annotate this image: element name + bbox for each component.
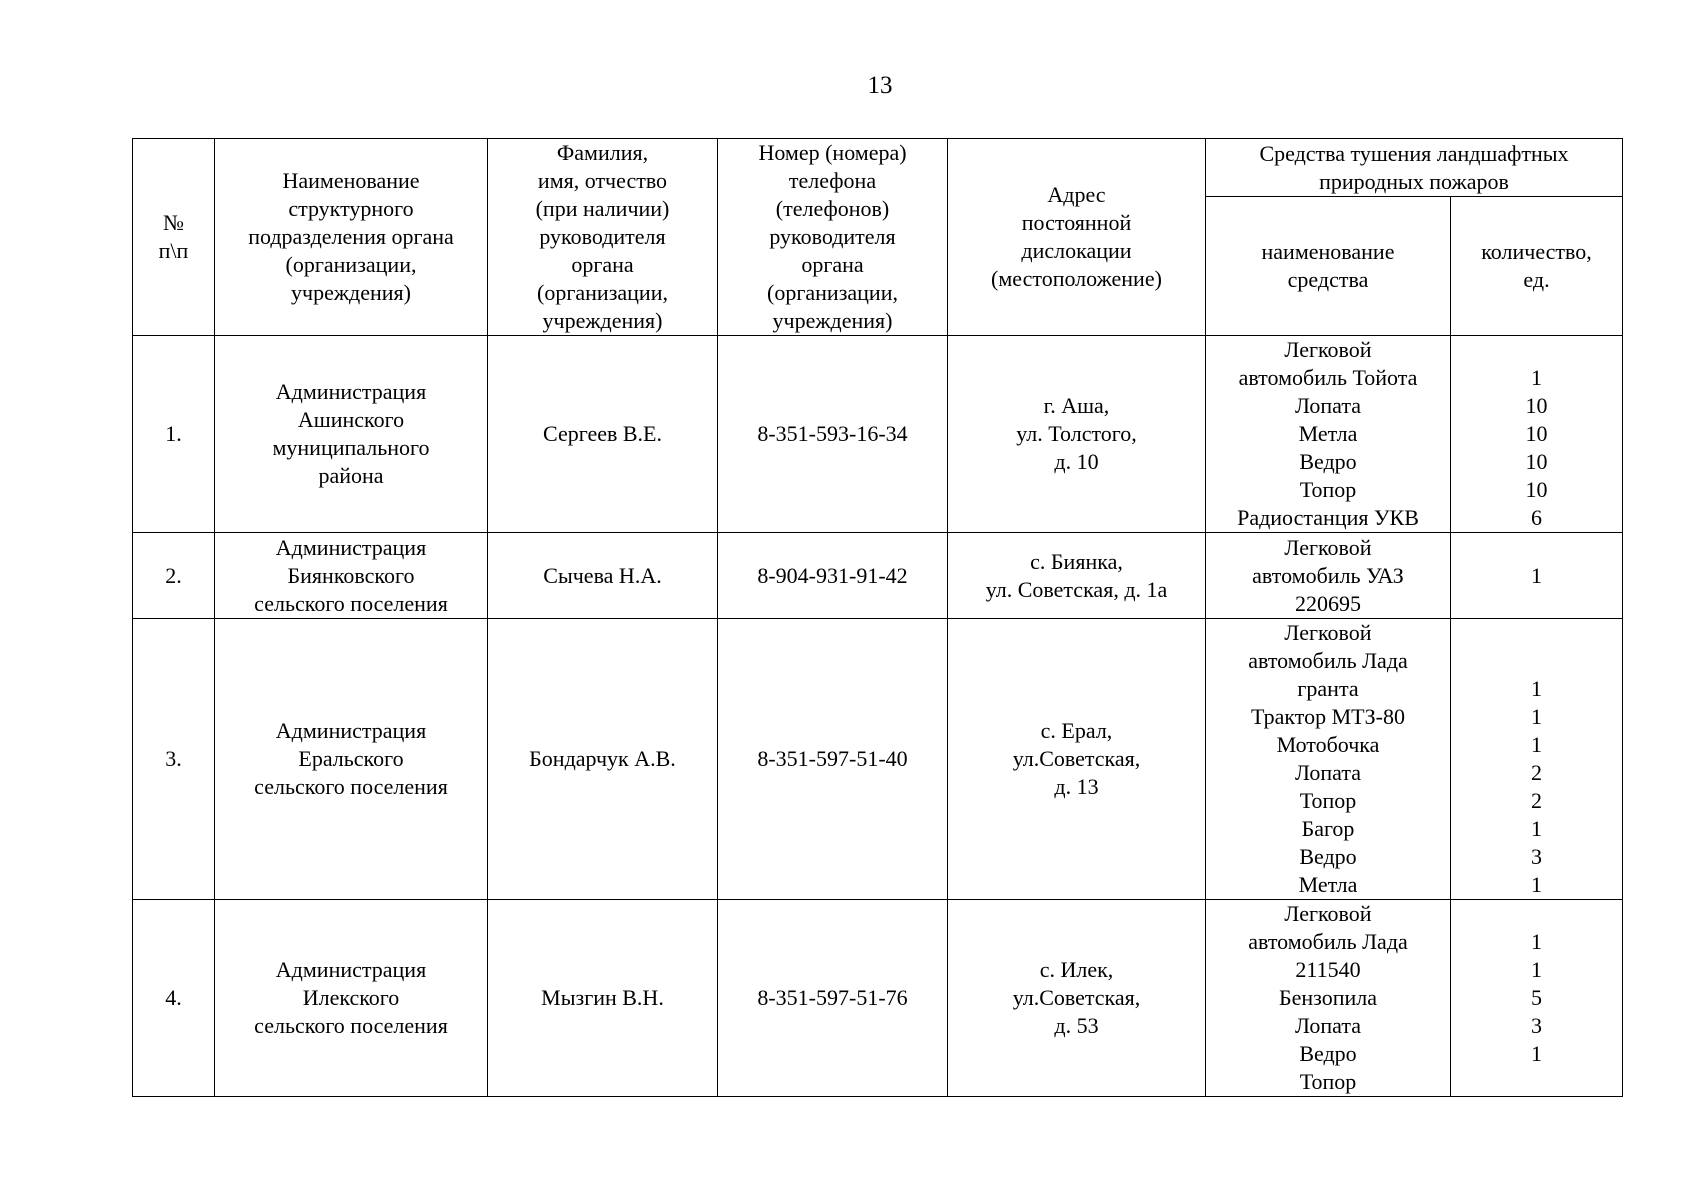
header-head: Фамилия, имя, отчество (при наличии) руководителя органа (организации, учреждения) bbox=[488, 139, 718, 336]
row-address: с. Ерал, ул.Советская, д. 13 bbox=[948, 619, 1206, 900]
table-row bbox=[133, 619, 1623, 900]
header-means-qty: количество, ед. bbox=[1451, 197, 1623, 336]
row-qty: 1 10 10 10 10 6 bbox=[1451, 336, 1623, 533]
table-row bbox=[133, 336, 1623, 533]
header-address: Адрес постоянной дислокации (местоположение) bbox=[948, 139, 1206, 336]
row-org: Администрация Ашинского муниципального района bbox=[215, 336, 488, 533]
header-num: № п\п bbox=[133, 139, 215, 336]
row-means: Легковой автомобиль Лада 211540 Бензопила Лопата Ведро Топор bbox=[1206, 900, 1451, 1097]
row-org: Администрация Биянковского сельского поселения bbox=[215, 533, 488, 619]
row-means: Легковой автомобиль Лада гранта Трактор МТЗ-80 Мотобочка Лопата Топор Багор Ведро Метла bbox=[1206, 619, 1451, 900]
row-head: Сергеев В.Е. bbox=[488, 336, 718, 533]
table-row bbox=[133, 533, 1623, 619]
row-head: Бондарчук А.В. bbox=[488, 619, 718, 900]
row-means: Легковой автомобиль УАЗ 220695 bbox=[1206, 533, 1451, 619]
row-num: 4. bbox=[133, 900, 215, 1097]
row-address: с. Биянка, ул. Советская, д. 1а bbox=[948, 533, 1206, 619]
resources-table bbox=[132, 138, 1623, 1097]
row-address: с. Илек, ул.Советская, д. 53 bbox=[948, 900, 1206, 1097]
page-number: 13 bbox=[867, 72, 893, 99]
row-head: Мызгин В.Н. bbox=[488, 900, 718, 1097]
header-means-name: наименование средства bbox=[1206, 197, 1451, 336]
row-num: 3. bbox=[133, 619, 215, 900]
row-num: 1. bbox=[133, 336, 215, 533]
row-means: Легковой автомобиль Тойота Лопата Метла Ведро Топор Радиостанция УКВ bbox=[1206, 336, 1451, 533]
table-row bbox=[133, 900, 1623, 1097]
header-phone: Номер (номера) телефона (телефонов) руководителя органа (организации, учреждения) bbox=[718, 139, 948, 336]
row-phone: 8-351-593-16-34 bbox=[718, 336, 948, 533]
header-org: Наименование структурного подразделения органа (организации, учреждения) bbox=[215, 139, 488, 336]
row-phone: 8-904-931-91-42 bbox=[718, 533, 948, 619]
row-qty: 1 bbox=[1451, 533, 1623, 619]
row-num: 2. bbox=[133, 533, 215, 619]
header-means-group: Средства тушения ландшафтных природных пожаров bbox=[1206, 139, 1623, 197]
row-phone: 8-351-597-51-76 bbox=[718, 900, 948, 1097]
row-qty: 1 1 1 2 2 1 3 1 bbox=[1451, 619, 1623, 900]
row-org: Администрация Илекского сельского поселения bbox=[215, 900, 488, 1097]
row-address: г. Аша, ул. Толстого, д. 10 bbox=[948, 336, 1206, 533]
row-head: Сычева Н.А. bbox=[488, 533, 718, 619]
row-phone: 8-351-597-51-40 bbox=[718, 619, 948, 900]
row-org: Администрация Еральского сельского поселения bbox=[215, 619, 488, 900]
row-qty: 1 1 5 3 1 bbox=[1451, 900, 1623, 1097]
